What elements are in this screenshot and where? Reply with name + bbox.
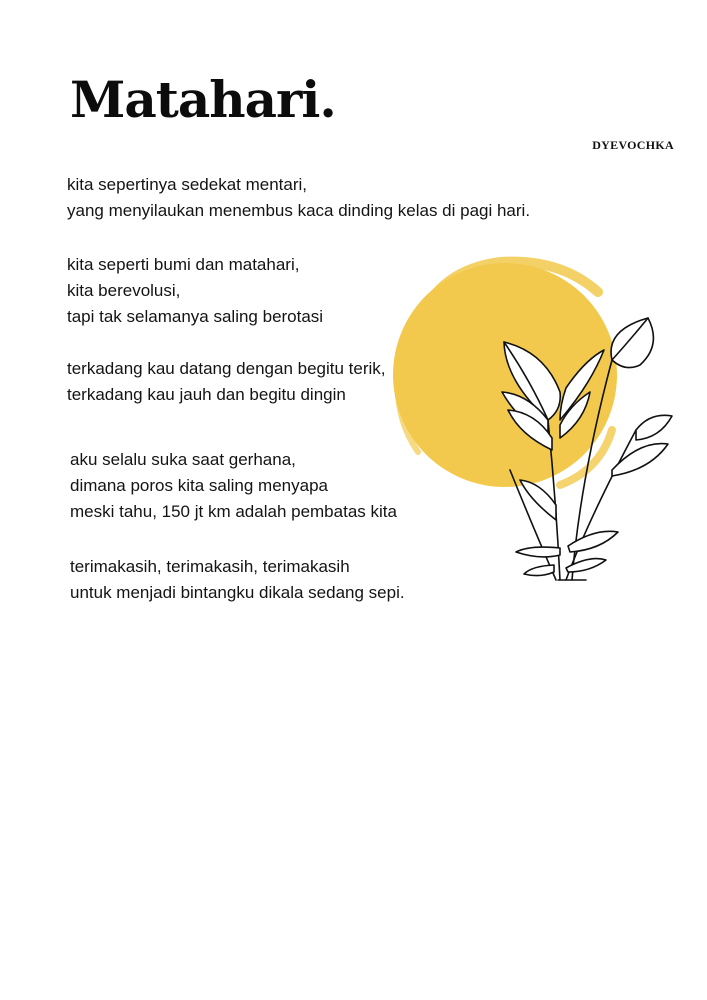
poem-line: dimana poros kita saling menyapa <box>70 476 328 495</box>
stanza <box>70 554 405 606</box>
poem-title: Matahari. <box>70 70 336 129</box>
poem-line: untuk menjadi bintangku dikala sedang sepi. <box>70 583 405 602</box>
stanza <box>70 447 397 525</box>
poem-line: terkadang kau datang dengan begitu terik, <box>67 359 386 378</box>
poem-line: tapi tak selamanya saling berotasi <box>67 307 324 326</box>
poem-line: terkadang kau jauh dan begitu dingin <box>67 385 346 404</box>
poem-line: kita seperti bumi dan matahari, <box>67 255 300 274</box>
stanza <box>67 252 323 330</box>
stanza <box>67 172 530 224</box>
poem-line: aku selalu suka saat gerhana, <box>70 450 296 469</box>
poem-line: terimakasih, terimakasih, terimakasih <box>70 557 350 576</box>
poem-line: yang menyilaukan menembus kaca dinding kelas di pagi hari. <box>67 201 531 220</box>
author-name: DYEVOCHKA <box>592 138 674 152</box>
poem-line: kita berevolusi, <box>67 281 181 300</box>
poem-line: kita sepertinya sedekat mentari, <box>67 175 308 194</box>
poem-line: meski tahu, 150 jt km adalah pembatas kita <box>70 502 397 521</box>
stanza <box>67 356 386 408</box>
